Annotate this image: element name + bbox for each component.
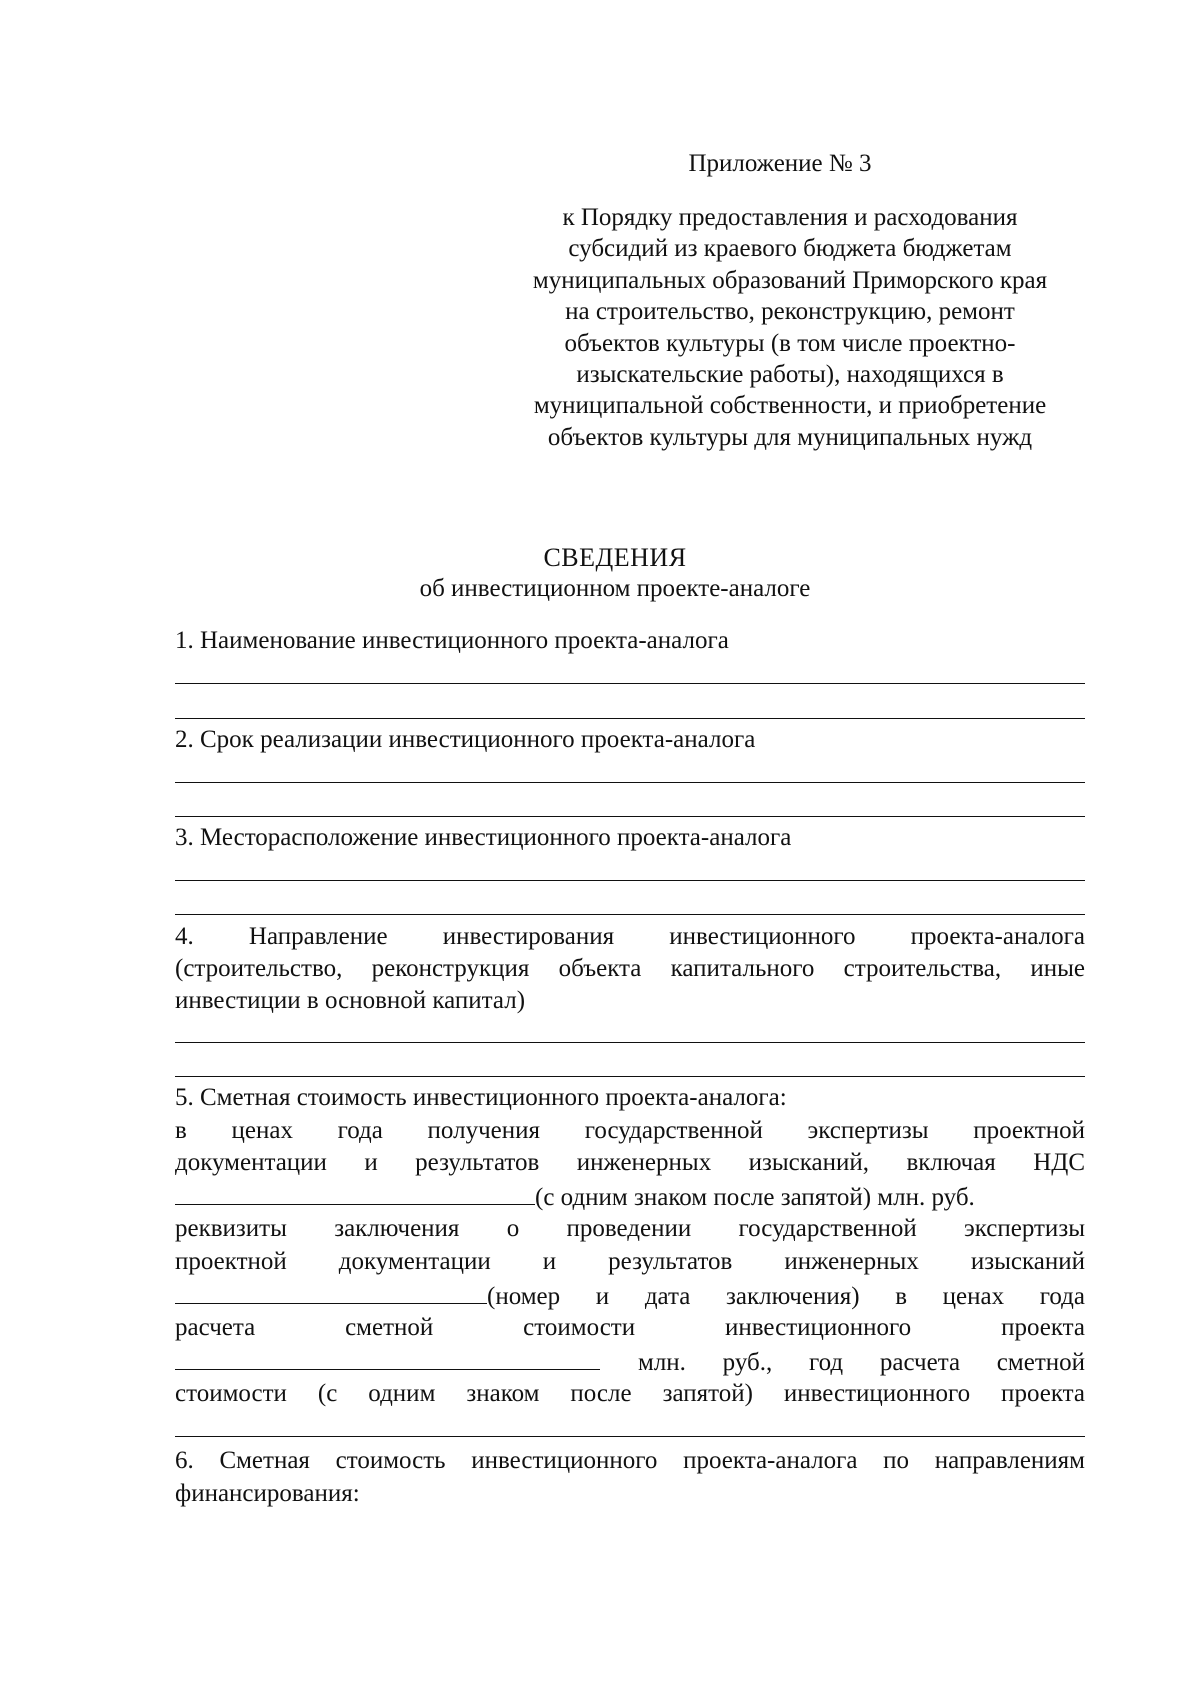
- appendix-ref-line: изыскательские работы), находящихся в: [576, 361, 1004, 389]
- section-5-line-with-blank: [175, 1345, 1085, 1379]
- appendix-title: Приложение № 3: [688, 150, 872, 177]
- section-2-fill-line[interactable]: [175, 816, 1085, 817]
- section-5-line: расчета сметной стоимости инвестиционного проекта: [175, 1314, 1085, 1341]
- expertise-details-suffix: (номер и дата заключения) в ценах года: [487, 1283, 1085, 1310]
- section-2-label: 2. Срок реализации инвестиционного проекта-аналога: [175, 726, 756, 753]
- section-5-label: 5. Сметная стоимость инвестиционного проекта-аналога:: [175, 1084, 787, 1111]
- appendix-ref-line: субсидий из краевого бюджета бюджетам: [568, 235, 1012, 263]
- section-2-fill-line[interactable]: [175, 782, 1085, 783]
- estimate-cost-blank[interactable]: [175, 1180, 535, 1205]
- appendix-ref-line: муниципальной собственности, и приобретение: [533, 392, 1047, 420]
- section-5-fill-line[interactable]: [175, 1436, 1085, 1437]
- section-4-fill-line[interactable]: [175, 1042, 1085, 1043]
- appendix-ref-line: объектов культуры (в том числе проектно-: [564, 329, 1016, 357]
- appendix-ref-line: на строительство, реконструкцию, ремонт: [565, 298, 1015, 326]
- appendix-ref-line: к Порядку предоставления и расходования: [562, 204, 1018, 231]
- section-3-label: 3. Месторасположение инвестиционного проекта-аналога: [175, 824, 792, 851]
- calc-cost-blank[interactable]: [175, 1345, 600, 1370]
- section-5-line: стоимости (с одним знаком после запятой) инвестиционного проекта: [175, 1380, 1085, 1407]
- section-4-line: инвестиции в основной капитал): [175, 987, 526, 1014]
- section-4-line: (строительство, реконструкция объекта капитального строительства, иные: [175, 955, 1085, 982]
- section-1-fill-line[interactable]: [175, 683, 1085, 684]
- section-1-label: 1. Наименование инвестиционного проекта-аналога: [175, 627, 729, 654]
- section-5-line-with-blank: [175, 1279, 1085, 1313]
- document-heading: СВЕДЕНИЯ: [543, 543, 687, 572]
- section-4-line: 4. Направление инвестирования инвестиционного проекта-аналога: [175, 923, 1085, 950]
- section-4-fill-line[interactable]: [175, 1076, 1085, 1077]
- section-6-line: 6. Сметная стоимость инвестиционного проекта-аналога по направлениям: [175, 1447, 1085, 1474]
- appendix-ref-line: объектов культуры для муниципальных нужд: [547, 423, 1033, 451]
- appendix-reference: [500, 202, 1080, 453]
- section-1-fill-line[interactable]: [175, 718, 1085, 719]
- section-5-line: документации и результатов инженерных изысканий, включая НДС: [175, 1149, 1085, 1176]
- section-5-line: реквизиты заключения о проведении государственной экспертизы: [175, 1215, 1085, 1242]
- section-3-fill-line[interactable]: [175, 914, 1085, 915]
- document-subheading: об инвестиционном проекте-аналоге: [419, 575, 811, 602]
- appendix-ref-line: муниципальных образований Приморского края: [532, 266, 1048, 294]
- section-5-line-with-blank: [175, 1180, 1085, 1214]
- section-5-line: в ценах года получения государственной экспертизы проектной: [175, 1117, 1085, 1144]
- section-5-line: проектной документации и результатов инженерных изысканий: [175, 1248, 1085, 1275]
- estimate-cost-suffix: (с одним знаком после запятой) млн. руб.: [535, 1184, 975, 1211]
- expertise-details-blank[interactable]: [175, 1279, 487, 1304]
- calc-cost-suffix: млн. руб., год расчета сметной: [638, 1349, 1085, 1376]
- section-6-line: финансирования:: [175, 1480, 360, 1507]
- section-3-fill-line[interactable]: [175, 880, 1085, 881]
